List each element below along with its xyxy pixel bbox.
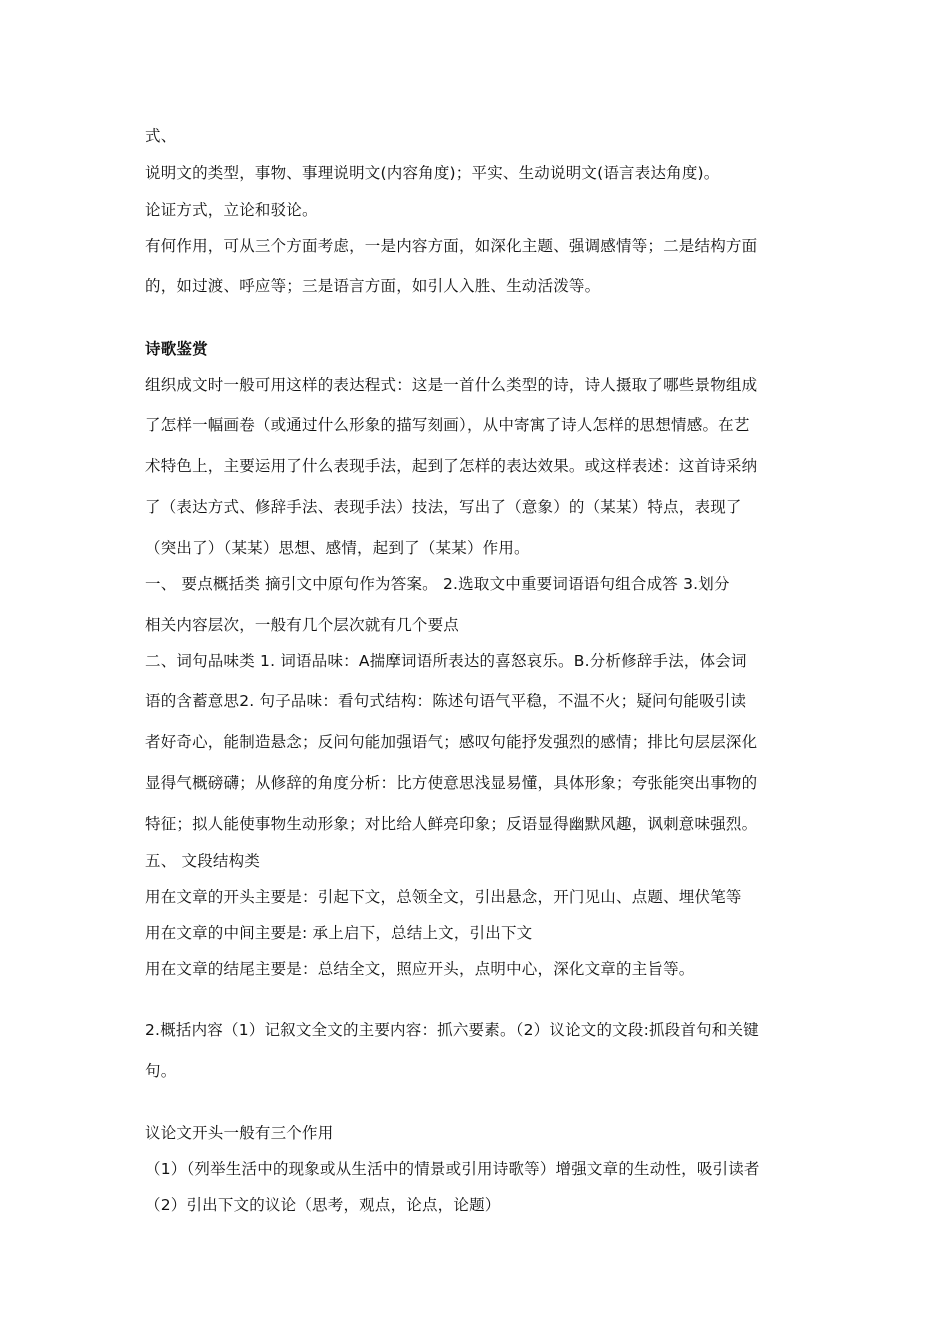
- text-line: 用在文章的开头主要是：引起下文，总领全文，引出悬念，开门见山、点题、埋伏笔等: [145, 888, 742, 906]
- text-line: 相关内容层次，一般有几个层次就有几个要点: [145, 616, 460, 634]
- text-line: 了（表达方式、修辞手法、表现手法）技法，写出了（意象）的（某某）特点，表现了: [145, 498, 742, 516]
- text-line: 用在文章的中间主要是: 承上启下，总结上文，引出下文: [145, 924, 533, 942]
- text-line: 显得气概磅礴；从修辞的角度分析：比方使意思浅显易懂，具体形象；夸张能突出事物的: [145, 774, 758, 792]
- text-line: 有何作用，可从三个方面考虑，一是内容方面，如深化主题、强调感情等；二是结构方面: [145, 237, 758, 255]
- text-line: 论证方式，立论和驳论。: [145, 201, 318, 219]
- text-line: （突出了）（某某）思想、感情，起到了（某某）作用。: [145, 539, 530, 557]
- text-line: 用在文章的结尾主要是：总结全文，照应开头，点明中心，深化文章的主旨等。: [145, 960, 695, 978]
- text-line: 一、 要点概括类 摘引文中原句作为答案。 2.选取文中重要词语语句组合成答 3.划分: [145, 575, 730, 593]
- text-line: 五、 文段结构类: [145, 852, 261, 870]
- text-line: 了怎样一幅画卷（或通过什么形象的描写刻画），从中寄寓了诗人怎样的思想情感。在艺: [145, 416, 750, 434]
- text-line: 二、词句品味类 1. 词语品味：A揣摩词语所表达的喜怒哀乐。B.分析修辞手法，体会词: [145, 652, 747, 670]
- text-line: （2）引出下文的议论（思考，观点，论点，论题）: [145, 1196, 501, 1214]
- text-line: 者好奇心，能制造悬念；反问句能加强语气；感叹句能抒发强烈的感情；排比句层层深化: [145, 733, 758, 751]
- text-line: 术特色上，主要运用了什么表现手法，起到了怎样的表达效果。或这样表述：这首诗采纳: [145, 457, 758, 475]
- text-line: 式、: [145, 127, 177, 145]
- text-line: 2.概括内容（1）记叙文全文的主要内容：抓六要素。（2）议论文的文段:抓段首句和关键: [145, 1021, 759, 1039]
- text-line: 议论文开头一般有三个作用: [145, 1124, 334, 1142]
- text-line: 语的含蓄意思2. 句子品味：看句式结构：陈述句语气平稳，不温不火；疑问句能吸引读: [145, 692, 747, 710]
- text-line: （1）（列举生活中的现象或从生活中的情景或引用诗歌等）增强文章的生动性，吸引读者: [145, 1160, 760, 1178]
- text-line: 的，如过渡、呼应等；三是语言方面，如引人入胜、生动活泼等。: [145, 277, 601, 295]
- section-heading: 诗歌鉴赏: [145, 340, 208, 358]
- text-line: 句。: [145, 1062, 177, 1080]
- text-line: 特征；拟人能使事物生动形象；对比给人鲜亮印象；反语显得幽默风趣，讽刺意味强烈。: [145, 815, 758, 833]
- text-line: 组织成文时一般可用这样的表达程式：这是一首什么类型的诗，诗人摄取了哪些景物组成: [145, 376, 758, 394]
- text-line: 说明文的类型，事物、事理说明文(内容角度)；平实、生动说明文(语言表达角度)。: [145, 164, 720, 182]
